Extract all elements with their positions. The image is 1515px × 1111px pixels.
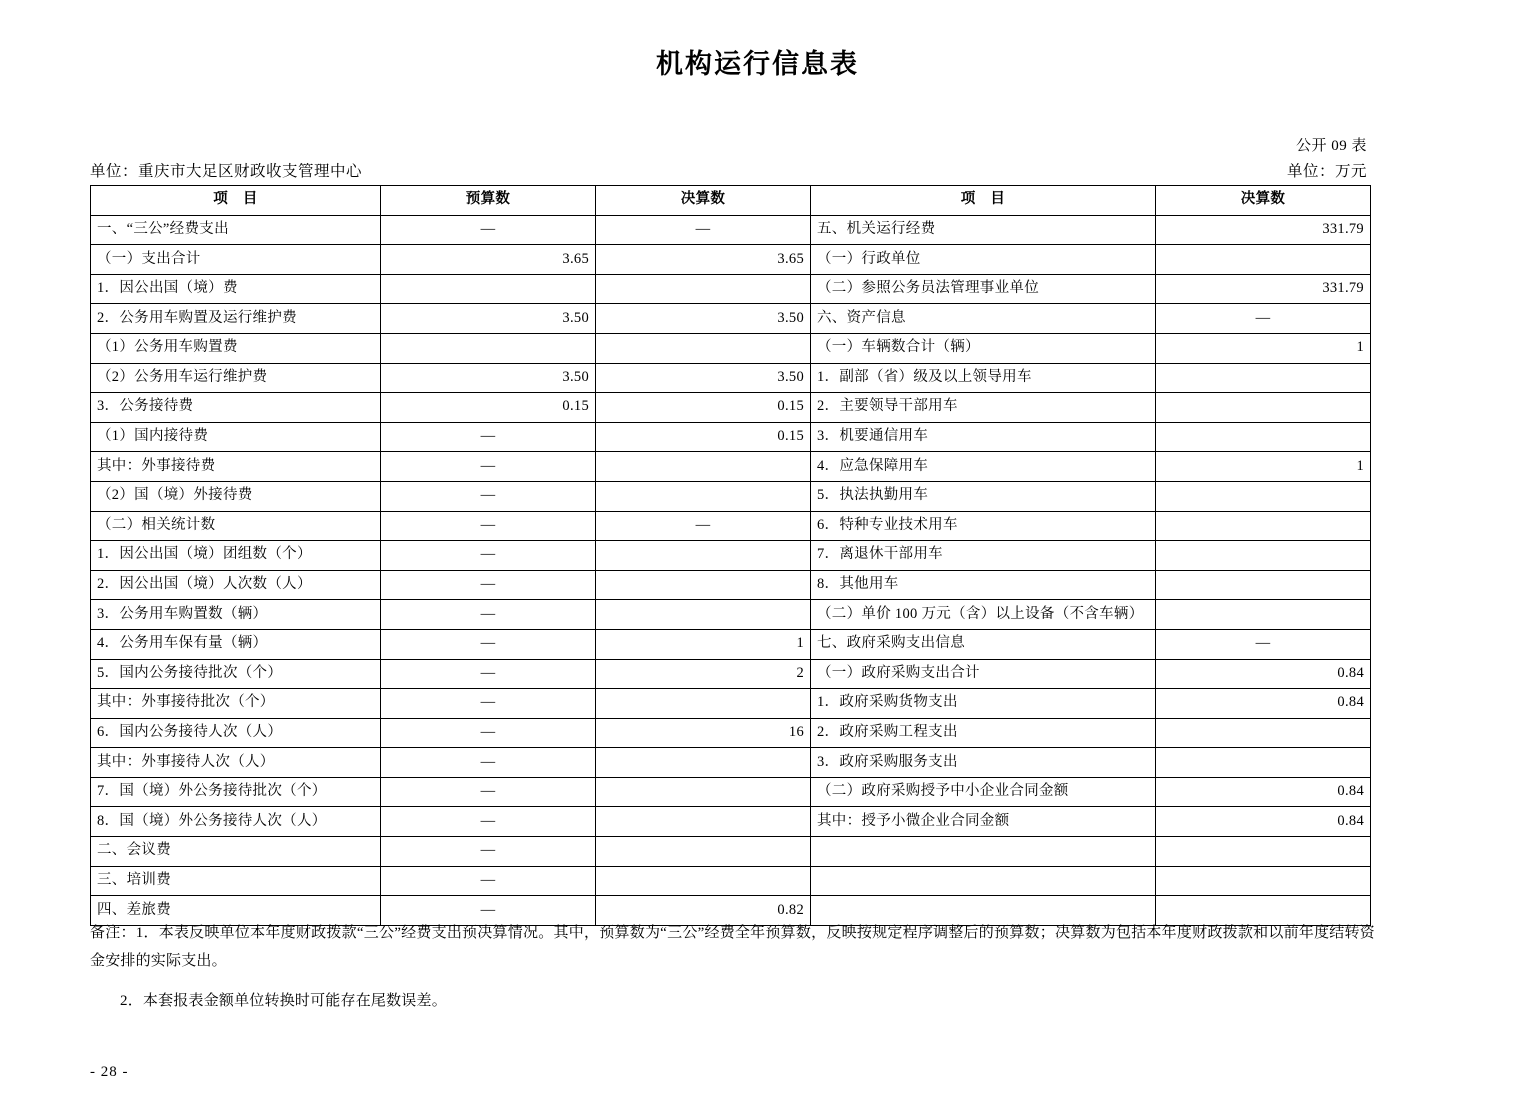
- header-budget: 预算数: [381, 186, 596, 216]
- right-final-value: 0.84: [1156, 689, 1371, 719]
- note-line-1: 备注：1．本表反映单位本年度财政拨款“三公”经费支出预决算情况。其中，预算数为“三公”经费全年预算数，反映按规定程序调整后的预算数；决算数为包括本年度财政拨款和以前年度结转资金安排的实际支出。: [90, 925, 1375, 969]
- right-final-value: 1: [1156, 333, 1371, 363]
- left-item-label: 四、差旅费: [91, 896, 381, 926]
- table-row: [91, 274, 1371, 304]
- table-row: [91, 541, 1371, 571]
- header-final: 决算数: [596, 186, 811, 216]
- budget-value: —: [381, 541, 596, 571]
- right-item-label: （一）车辆数合计（辆）: [811, 333, 1156, 363]
- right-item-label: （二）政府采购授予中小企业合同金额: [811, 777, 1156, 807]
- right-item-label: 2．主要领导干部用车: [811, 393, 1156, 423]
- right-final-value: [1156, 570, 1371, 600]
- right-final-value: [1156, 511, 1371, 541]
- header-right-item: 项 目: [811, 186, 1156, 216]
- budget-value: —: [381, 215, 596, 245]
- page-title: 机构运行信息表: [656, 49, 859, 79]
- left-item-label: 其中：外事接待费: [91, 452, 381, 482]
- left-item-label: 3．公务用车购置数（辆）: [91, 600, 381, 630]
- document-page: [0, 42, 1515, 1111]
- final-value: 16: [596, 718, 811, 748]
- right-final-value: [1156, 718, 1371, 748]
- final-value: 0.15: [596, 422, 811, 452]
- left-item-label: （1）国内接待费: [91, 422, 381, 452]
- note-line-2: 2．本套报表金额单位转换时可能存在尾数误差。: [120, 992, 447, 1009]
- table-row: [91, 511, 1371, 541]
- final-value: [596, 689, 811, 719]
- header-left-item: 项 目: [91, 186, 381, 216]
- budget-value: —: [381, 629, 596, 659]
- budget-value: —: [381, 511, 596, 541]
- table-row: [91, 600, 1371, 630]
- right-item-label: 五、机关运行经费: [811, 215, 1156, 245]
- table-row: [91, 748, 1371, 778]
- final-value: [596, 452, 811, 482]
- table-row: [91, 422, 1371, 452]
- left-item-label: 4．公务用车保有量（辆）: [91, 629, 381, 659]
- right-item-label: （二）参照公务员法管理事业单位: [811, 274, 1156, 304]
- right-item-label: [811, 837, 1156, 867]
- table-row: [91, 570, 1371, 600]
- right-final-value: 1: [1156, 452, 1371, 482]
- left-item-label: 二、会议费: [91, 837, 381, 867]
- budget-value: —: [381, 807, 596, 837]
- right-final-value: [1156, 541, 1371, 571]
- left-item-label: 2．因公出国（境）人次数（人）: [91, 570, 381, 600]
- left-item-label: 6．国内公务接待人次（人）: [91, 718, 381, 748]
- right-item-label: 七、政府采购支出信息: [811, 629, 1156, 659]
- left-item-label: 5．国内公务接待批次（个）: [91, 659, 381, 689]
- header-right-final: 决算数: [1156, 186, 1371, 216]
- amount-unit-label: 单位：万元: [1286, 163, 1367, 180]
- table-header-row: [91, 186, 1371, 216]
- final-value: 0.82: [596, 896, 811, 926]
- right-final-value: [1156, 837, 1371, 867]
- left-item-label: （2）国（境）外接待费: [91, 481, 381, 511]
- right-final-value: [1156, 481, 1371, 511]
- budget-value: [381, 274, 596, 304]
- final-value: 3.65: [596, 245, 811, 275]
- budget-value: —: [381, 896, 596, 926]
- final-value: [596, 837, 811, 867]
- budget-value: —: [381, 718, 596, 748]
- right-item-label: 其中：授予小微企业合同金额: [811, 807, 1156, 837]
- budget-value: 3.50: [381, 304, 596, 334]
- table-body: [91, 215, 1371, 925]
- budget-value: —: [381, 570, 596, 600]
- budget-value: —: [381, 422, 596, 452]
- budget-value: —: [381, 452, 596, 482]
- budget-value: —: [381, 659, 596, 689]
- right-final-value: 0.84: [1156, 807, 1371, 837]
- left-item-label: 其中：外事接待人次（人）: [91, 748, 381, 778]
- right-item-label: 8．其他用车: [811, 570, 1156, 600]
- right-item-label: 6．特种专业技术用车: [811, 511, 1156, 541]
- right-item-label: 2．政府采购工程支出: [811, 718, 1156, 748]
- table-row: [91, 452, 1371, 482]
- final-value: [596, 777, 811, 807]
- table-row: [91, 659, 1371, 689]
- right-final-value: —: [1156, 304, 1371, 334]
- institution-operation-table: [90, 185, 1371, 926]
- left-item-label: 3．公务接待费: [91, 393, 381, 423]
- form-number: 公开 09 表: [1295, 138, 1367, 154]
- right-item-label: 1．政府采购货物支出: [811, 689, 1156, 719]
- table-row: [91, 245, 1371, 275]
- table-row: [91, 866, 1371, 896]
- left-item-label: 三、培训费: [91, 866, 381, 896]
- final-value: [596, 748, 811, 778]
- right-item-label: 5．执法执勤用车: [811, 481, 1156, 511]
- meta-row: [90, 159, 1367, 181]
- table-row: [91, 718, 1371, 748]
- final-value: —: [596, 511, 811, 541]
- table-row: [91, 333, 1371, 363]
- notes-block: [90, 920, 1375, 1015]
- budget-value: 3.65: [381, 245, 596, 275]
- budget-value: —: [381, 777, 596, 807]
- budget-value: 3.50: [381, 363, 596, 393]
- right-item-label: 1．副部（省）级及以上领导用车: [811, 363, 1156, 393]
- final-value: [596, 481, 811, 511]
- right-final-value: [1156, 393, 1371, 423]
- table-row: [91, 304, 1371, 334]
- left-item-label: 8．国（境）外公务接待人次（人）: [91, 807, 381, 837]
- table-row: [91, 393, 1371, 423]
- budget-value: —: [381, 748, 596, 778]
- table-row: [91, 807, 1371, 837]
- table-row: [91, 837, 1371, 867]
- final-value: 2: [596, 659, 811, 689]
- right-final-value: 0.84: [1156, 659, 1371, 689]
- table-row: [91, 481, 1371, 511]
- final-value: [596, 333, 811, 363]
- final-value: 3.50: [596, 304, 811, 334]
- budget-value: —: [381, 600, 596, 630]
- right-item-label: 3．机要通信用车: [811, 422, 1156, 452]
- left-item-label: 其中：外事接待批次（个）: [91, 689, 381, 719]
- budget-value: —: [381, 481, 596, 511]
- table-row: [91, 777, 1371, 807]
- right-final-value: [1156, 422, 1371, 452]
- final-value: 1: [596, 629, 811, 659]
- budget-value: —: [381, 689, 596, 719]
- table-row: [91, 363, 1371, 393]
- right-final-value: 331.79: [1156, 274, 1371, 304]
- left-item-label: 一、“三公”经费支出: [91, 215, 381, 245]
- right-final-value: [1156, 245, 1371, 275]
- right-item-label: 六、资产信息: [811, 304, 1156, 334]
- table-row: [91, 689, 1371, 719]
- left-item-label: 1．因公出国（境）团组数（个）: [91, 541, 381, 571]
- budget-value: —: [381, 866, 596, 896]
- final-value: —: [596, 215, 811, 245]
- unit-name-label: 单位：重庆市大足区财政收支管理中心: [90, 163, 363, 180]
- budget-value: —: [381, 837, 596, 867]
- right-final-value: 0.84: [1156, 777, 1371, 807]
- right-final-value: 331.79: [1156, 215, 1371, 245]
- budget-value: 0.15: [381, 393, 596, 423]
- budget-value: [381, 333, 596, 363]
- final-value: [596, 570, 811, 600]
- left-item-label: （2）公务用车运行维护费: [91, 363, 381, 393]
- left-item-label: 2．公务用车购置及运行维护费: [91, 304, 381, 334]
- page-number: - 28 -: [90, 1064, 129, 1080]
- right-final-value: —: [1156, 629, 1371, 659]
- right-final-value: [1156, 363, 1371, 393]
- table-row: [91, 215, 1371, 245]
- final-value: [596, 541, 811, 571]
- right-final-value: [1156, 748, 1371, 778]
- table-row: [91, 629, 1371, 659]
- right-item-label: [811, 866, 1156, 896]
- right-final-value: [1156, 600, 1371, 630]
- left-item-label: （二）相关统计数: [91, 511, 381, 541]
- left-item-label: （1）公务用车购置费: [91, 333, 381, 363]
- right-item-label: （二）单价 100 万元（含）以上设备（不含车辆）: [811, 600, 1156, 630]
- final-value: 0.15: [596, 393, 811, 423]
- left-item-label: 7．国（境）外公务接待批次（个）: [91, 777, 381, 807]
- final-value: [596, 866, 811, 896]
- final-value: 3.50: [596, 363, 811, 393]
- final-value: [596, 274, 811, 304]
- left-item-label: 1．因公出国（境）费: [91, 274, 381, 304]
- right-item-label: 4．应急保障用车: [811, 452, 1156, 482]
- final-value: [596, 807, 811, 837]
- right-item-label: 3．政府采购服务支出: [811, 748, 1156, 778]
- final-value: [596, 600, 811, 630]
- left-item-label: （一）支出合计: [91, 245, 381, 275]
- right-final-value: [1156, 866, 1371, 896]
- right-item-label: （一）行政单位: [811, 245, 1156, 275]
- right-item-label: （一）政府采购支出合计: [811, 659, 1156, 689]
- right-item-label: 7．离退休干部用车: [811, 541, 1156, 571]
